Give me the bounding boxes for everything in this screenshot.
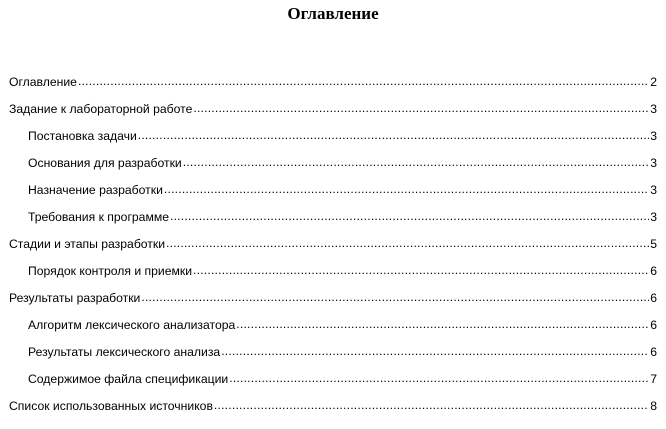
toc-entry-page: 2 <box>650 75 657 89</box>
toc-entry-references[interactable] <box>9 398 657 414</box>
toc-entry-label: Содержимое файла спецификации <box>28 372 229 386</box>
toc-entry-page: 3 <box>650 210 657 224</box>
toc-dot-leader <box>166 235 649 251</box>
toc-entry-label: Назначение разработки <box>28 183 163 197</box>
toc-entry-specification-file-contents[interactable] <box>28 371 657 387</box>
page-title: Оглавление <box>287 4 379 23</box>
toc-entry-development-stages[interactable] <box>9 236 657 252</box>
toc-dot-leader <box>229 370 649 386</box>
toc-entry-label: Основания для разработки <box>28 156 182 170</box>
toc-dot-leader <box>138 127 649 143</box>
toc-entry-lexer-algorithm[interactable] <box>28 317 657 333</box>
toc-entry-control-and-acceptance[interactable] <box>28 263 657 279</box>
toc-entry-label: Стадии и этапы разработки <box>9 237 166 251</box>
toc-entry-lexical-analysis-results[interactable] <box>28 344 657 360</box>
toc-entry-label: Порядок контроля и приемки <box>28 264 193 278</box>
toc-entry-page: 6 <box>650 291 657 305</box>
toc-entry-page: 6 <box>650 264 657 278</box>
toc-entry-development-results[interactable] <box>9 290 657 306</box>
toc-entry-page: 6 <box>650 345 657 359</box>
toc-entry-development-purpose[interactable] <box>28 182 657 198</box>
toc-entry-problem-statement[interactable] <box>28 128 657 144</box>
toc-dot-leader <box>183 154 649 170</box>
toc-dot-leader <box>221 343 649 359</box>
toc-entry-development-grounds[interactable] <box>28 155 657 171</box>
toc-entry-label: Результаты лексического анализа <box>28 345 221 359</box>
toc-entry-page: 6 <box>650 318 657 332</box>
toc-entry-label: Оглавление <box>9 75 77 89</box>
toc-entry-label: Постановка задачи <box>28 129 137 143</box>
toc-entry-contents[interactable] <box>9 74 657 90</box>
toc-entry-page: 3 <box>650 156 657 170</box>
toc-entry-page: 3 <box>650 129 657 143</box>
toc-entry-page: 8 <box>650 399 657 413</box>
toc-entry-label: Результаты разработки <box>9 291 141 305</box>
toc-dot-leader <box>78 73 649 89</box>
toc-dot-leader <box>170 208 649 224</box>
toc-dot-leader <box>141 289 649 305</box>
toc-dot-leader <box>214 397 649 413</box>
toc-entry-lab-assignment[interactable] <box>9 101 657 117</box>
toc-entry-label: Задание к лабораторной работе <box>9 102 193 116</box>
toc-entry-program-requirements[interactable] <box>28 209 657 225</box>
toc-dot-leader <box>236 316 649 332</box>
toc-dot-leader <box>164 181 649 197</box>
toc-dot-leader <box>193 262 649 278</box>
toc-entry-label: Список использованных источников <box>9 399 213 413</box>
toc-entry-page: 3 <box>650 183 657 197</box>
toc-entry-page: 5 <box>650 237 657 251</box>
toc-entry-label: Требования к программе <box>28 210 169 224</box>
toc-dot-leader <box>193 100 649 116</box>
toc-entry-label: Алгоритм лексического анализатора <box>28 318 236 332</box>
toc-entry-page: 3 <box>650 102 657 116</box>
toc-entry-page: 7 <box>650 372 657 386</box>
